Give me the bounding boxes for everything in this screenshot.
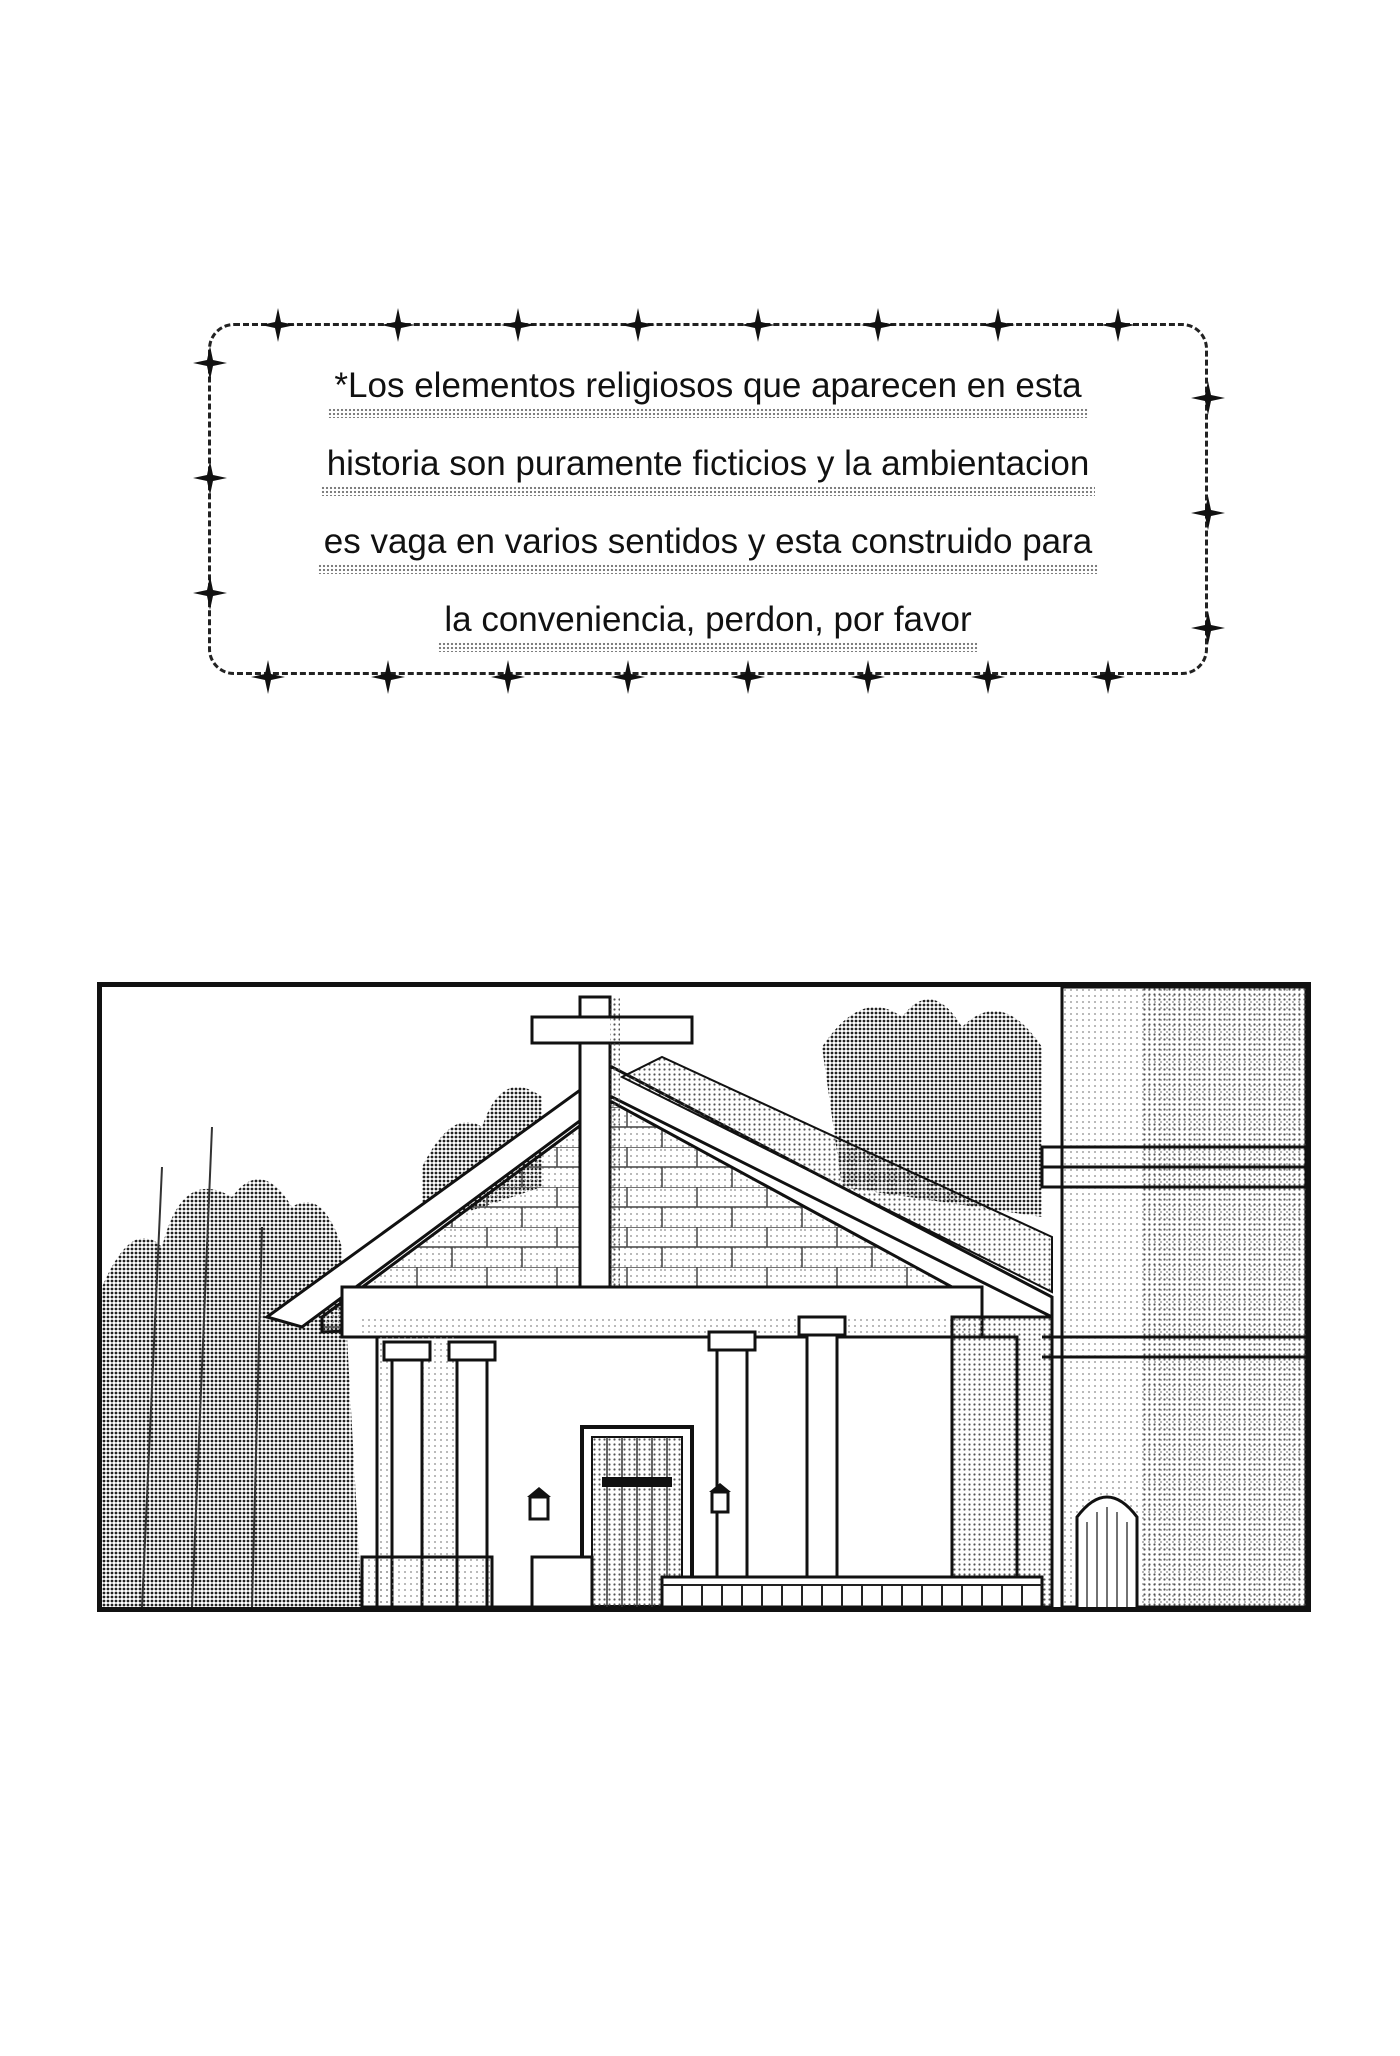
disclaimer-line: *Los elementos religiosos que aparecen en esta [328,364,1087,412]
sparkle-icon [501,308,535,342]
disclaimer-line: es vaga en varios sentidos y esta construido para [318,520,1099,568]
disclaimer-text [211,364,1205,676]
disclaimer-box [208,323,1208,675]
disclaimer-line: la conveniencia, perdon, por favor [438,598,977,646]
sparkle-icon [741,308,775,342]
sparkle-icon [981,308,1015,342]
sparkle-icon [381,308,415,342]
bell-tower [1042,987,1306,1607]
sparkle-icon [861,308,895,342]
sparkle-icon [261,308,295,342]
church-illustration [102,987,1306,1607]
illustration-panel [97,982,1311,1612]
disclaimer-line: historia son puramente ficticios y la ambientacion [321,442,1096,490]
trees-left [102,1127,362,1607]
sparkle-icon [1101,308,1135,342]
sparkle-icon [621,308,655,342]
